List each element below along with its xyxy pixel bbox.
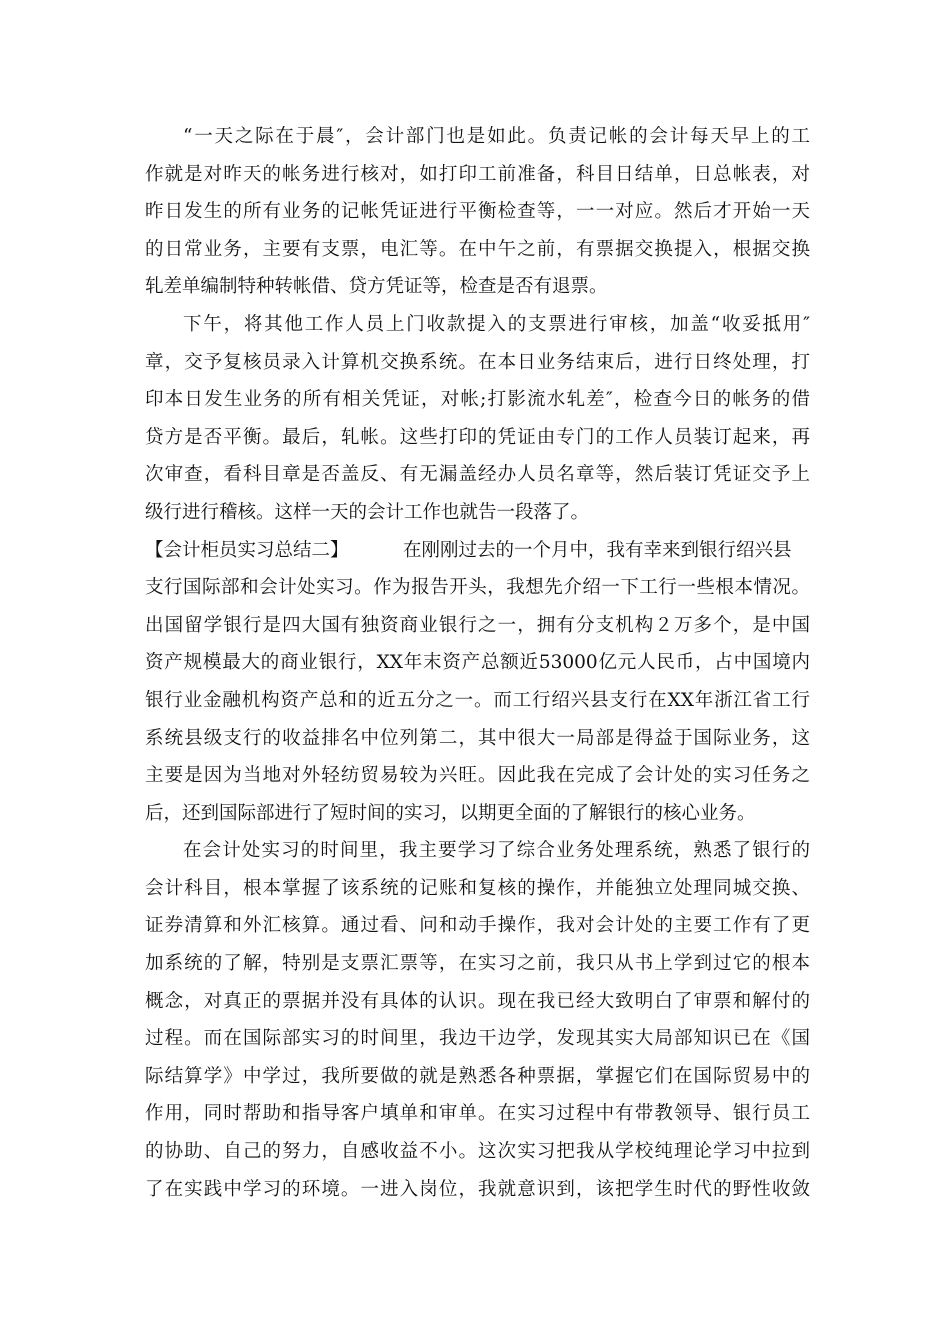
section-heading: 【会计柜员实习总结二】 (145, 539, 349, 561)
text-line: 的日常业务，主要有支票，电汇等。在中午之前，有票据交换提入，根据交换 (145, 238, 810, 260)
text-line: 过程。而在国际部实习的时间里，我边干边学，发现其实大局部知识已在《国 (145, 1028, 810, 1050)
text-line: 轧差单编制特种转帐借、贷方凭证等，检查是否有退票。 (145, 276, 608, 298)
text-line: 的协助、自己的努力，自感收益不小。这次实习把我从学校纯理论学习中拉到 (145, 1141, 810, 1163)
text-line: 级行进行稽核。这样一天的会计工作也就告一段落了。 (145, 501, 590, 523)
text-line: 章，交予复核员录入计算机交换系统。在本日业务结束后，进行日终处理，打 (145, 351, 810, 373)
paragraph-2 (145, 306, 810, 532)
paragraph-1 (145, 118, 810, 306)
text-line: 贷方是否平衡。最后，轧帐。这些打印的凭证由专门的工作人员装订起来，再 (145, 426, 810, 448)
text-line: 作就是对昨天的帐务进行核对，如打印工前准备，科目日结单，日总帐表，对 (145, 163, 810, 185)
text-line: 作用，同时帮助和指导客户填单和审单。在实习过程中有带教领导、银行员工 (145, 1103, 810, 1125)
text-line: 了在实践中学习的环境。一进入岗位，我就意识到，该把学生时代的野性收敛 (145, 1178, 810, 1200)
text-line: 资产规模最大的商业银行，XX年末资产总额近53000亿元人民币，占中国境内 (145, 652, 810, 674)
text-line: 主要是因为当地对外轻纺贸易较为兴旺。因此我在完成了会计处的实习任务之 (145, 765, 810, 787)
text-line: 次审查，看科目章是否盖反、有无漏盖经办人员名章等，然后装订凭证交予上 (145, 464, 810, 486)
text-line: 际结算学》中学过，我所要做的就是熟悉各种票据，掌握它们在国际贸易中的 (145, 1065, 810, 1087)
text-line: 在会计处实习的时间里，我主要学习了综合业务处理系统，熟悉了银行的 (183, 840, 810, 862)
text-line: 出国留学银行是四大国有独资商业银行之一，拥有分支机构２万多个，是中国 (145, 614, 810, 636)
text-line: 昨日发生的所有业务的记帐凭证进行平衡检查等，一一对应。然后才开始一天 (145, 201, 810, 223)
text-line: 银行业金融机构资产总和的近五分之一。而工行绍兴县支行在XX年浙江省工行 (145, 689, 810, 711)
text-line-rest: 在刚刚过去的一个月中，我有幸来到银行绍兴县 (403, 539, 792, 561)
text-line: 后，还到国际部进行了短时间的实习，以期更全面的了解银行的核心业务。 (145, 802, 756, 824)
text-line: 证券清算和外汇核算。通过看、问和动手操作，我对会计处的主要工作有了更 (145, 915, 810, 937)
paragraph-3 (145, 532, 810, 833)
text-line: 印本日发生业务的所有相关凭证，对帐;打影流水轧差″，检查今日的帐务的借 (145, 389, 810, 411)
text-line: 概念，对真正的票据并没有具体的认识。现在我已经大致明白了审票和解付的 (145, 990, 810, 1012)
paragraph-4 (145, 832, 810, 1208)
section-heading-line (145, 532, 810, 570)
text-line: 下午，将其他工作人员上门收款提入的支票进行审核，加盖“收妥抵用″ (183, 313, 810, 335)
document-page (145, 118, 810, 1208)
text-line: “一天之际在于晨″，会计部门也是如此。负责记帐的会计每天早上的工 (183, 126, 810, 147)
text-line: 会计科目，根本掌握了该系统的记账和复核的操作，并能独立处理同城交换、 (145, 877, 810, 899)
text-line: 支行国际部和会计处实习。作为报告开头，我想先介绍一下工行一些根本情况。 (145, 577, 810, 599)
text-line: 系统县级支行的收益排名中位列第二，其中很大一局部是得益于国际业务，这 (145, 727, 810, 749)
text-line: 加系统的了解，特别是支票汇票等，在实习之前，我只从书上学到过它的根本 (145, 953, 810, 975)
